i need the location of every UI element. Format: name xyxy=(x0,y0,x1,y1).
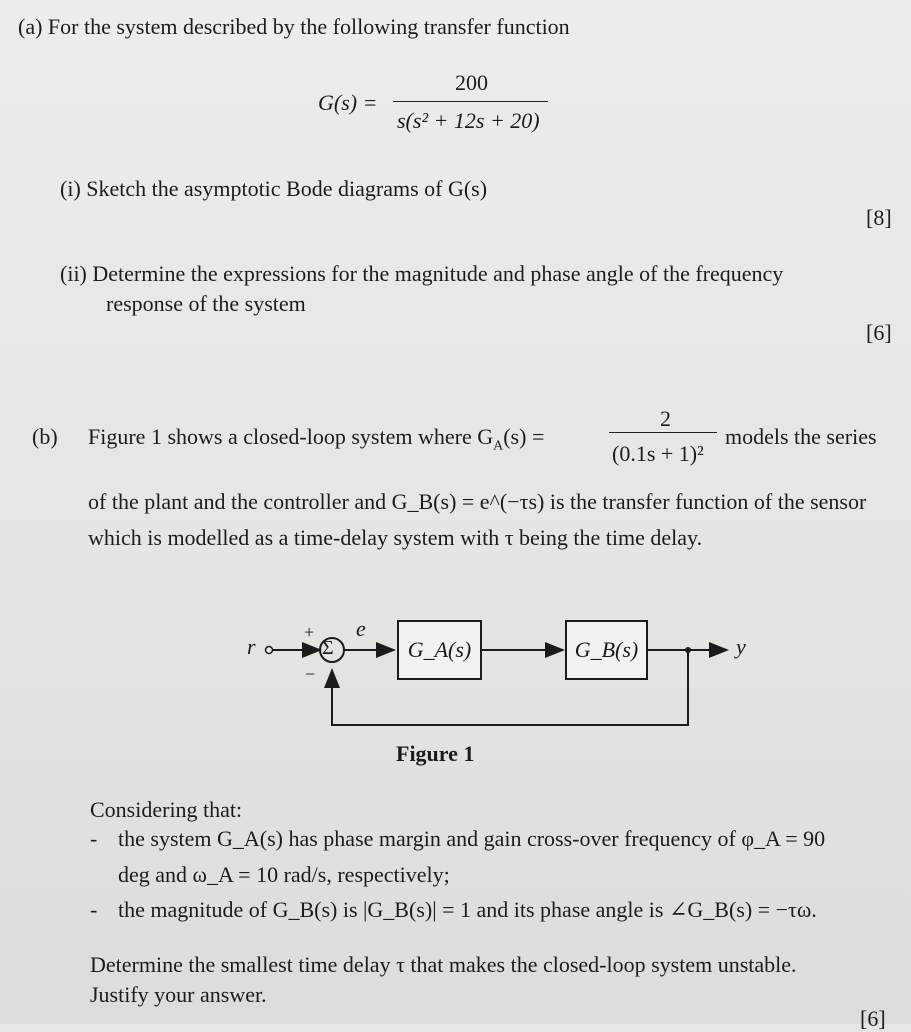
bullet-1-line2: deg and ω_A = 10 rad/s, respectively; xyxy=(118,862,450,887)
block-gb: G_B(s) xyxy=(565,620,648,680)
part-b-line1-text: Figure 1 shows a closed-loop system where G xyxy=(88,424,494,449)
plus-sign: + xyxy=(304,622,315,642)
block-ga: G_A(s) xyxy=(397,620,482,680)
question-a-ii-line1: (ii) Determine the expressions for the magnitude and phase angle of the frequency xyxy=(60,261,784,286)
bullet-2-text: the magnitude of G_B(s) is |G_B(s)| = 1 and its phase angle is ∠G_B(s) = −τω. xyxy=(118,897,817,922)
figure-caption: Figure 1 xyxy=(396,741,475,766)
ga-subscript: A xyxy=(493,438,504,454)
error-label: e xyxy=(356,616,366,641)
part-b-line3: which is modelled as a time-delay system with τ being the time delay. xyxy=(88,525,703,550)
question-a-ii-line2: response of the system xyxy=(106,291,306,316)
tf-lhs: G(s) = xyxy=(318,90,378,115)
considering-heading: Considering that: xyxy=(90,797,243,822)
bullet-2-dash: - xyxy=(90,897,98,922)
bullet-1-dash: - xyxy=(90,826,98,851)
tf-numerator: 200 xyxy=(455,70,488,95)
ga-equals: (s) = xyxy=(503,424,545,449)
part-b-line1-end: models the series xyxy=(725,424,877,449)
ga-numerator: 2 xyxy=(660,406,671,431)
marks-a-ii: [6] xyxy=(866,320,892,345)
final-question-line2: Justify your answer. xyxy=(90,982,267,1007)
tf-denominator: s(s² + 12s + 20) xyxy=(397,108,540,133)
part-a-intro: (a) For the system described by the following transfer function xyxy=(18,14,570,39)
output-label: y xyxy=(736,634,746,659)
marks-a-i: [8] xyxy=(866,205,892,230)
final-question-line1: Determine the smallest time delay τ that makes the closed-loop system unstable. xyxy=(90,952,797,977)
input-label: r xyxy=(247,634,256,659)
question-a-i: (i) Sketch the asymptotic Bode diagrams of G(s) xyxy=(60,176,488,201)
bullet-1-line1: the system G_A(s) has phase margin and gain cross-over frequency of φ_A = 90 xyxy=(118,826,826,851)
sum-symbol: Σ xyxy=(322,637,334,659)
ga-denominator: (0.1s + 1)² xyxy=(612,441,704,466)
part-b-line2: of the plant and the controller and G_B(s) = e^(−τs) is the transfer function of the sensor xyxy=(88,489,867,514)
marks-b: [6] xyxy=(860,1006,886,1031)
minus-sign: − xyxy=(305,664,316,684)
part-b-label: (b) xyxy=(32,424,58,449)
input-terminal xyxy=(266,647,273,654)
